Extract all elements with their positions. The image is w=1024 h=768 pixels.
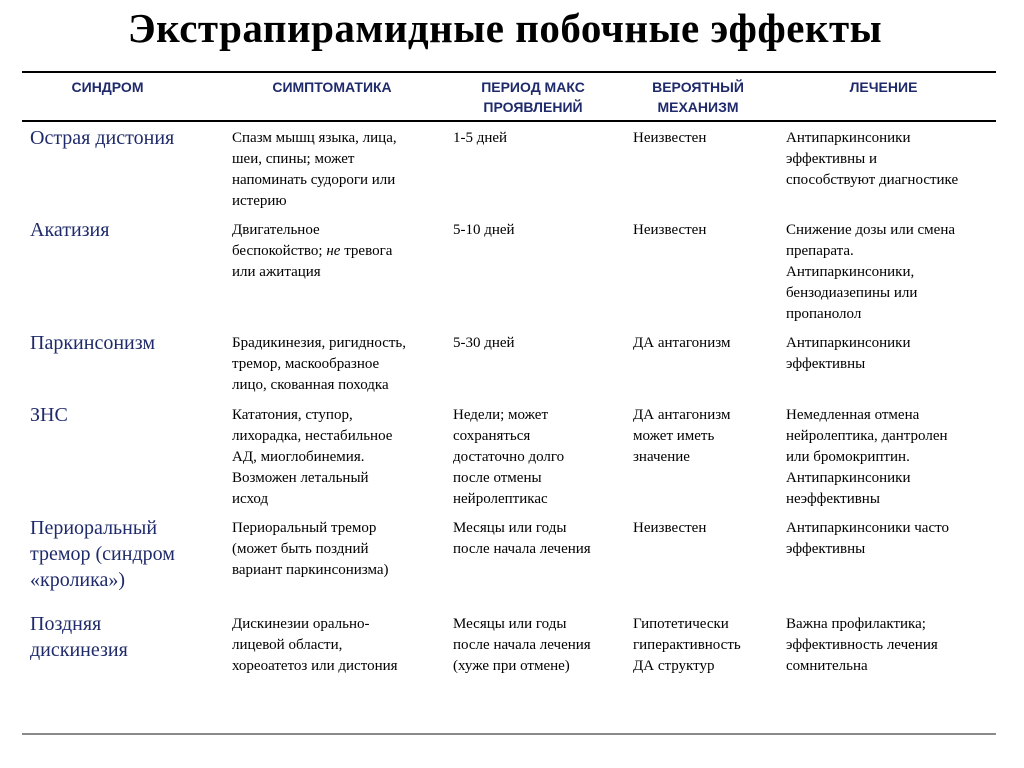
- table-header-rule: [22, 120, 996, 122]
- syndrome-cell: Поздняя дискинезия: [30, 613, 128, 661]
- page-title: Экстрапирамидные побочные эффекты: [127, 5, 883, 51]
- symptoms-text-part: Двигательное беспокойство;: [232, 222, 323, 259]
- mechanism-cell: Неизвестен: [633, 130, 707, 146]
- header-symptoms: СИМПТОМАТИКА: [272, 79, 392, 95]
- period-cell: Недели; может сохраняться достаточно долго после отмены нейролептикас: [453, 407, 565, 507]
- mechanism-cell: ДА антагонизм может иметь значение: [633, 407, 731, 465]
- syndrome-cell: Паркинсонизм: [30, 332, 155, 354]
- treatment-cell: Важна профилактика; эффективность лечения сомнительна: [786, 616, 938, 674]
- header-treatment: ЛЕЧЕНИЕ: [849, 79, 918, 95]
- syndrome-cell: ЗНС: [30, 404, 68, 426]
- syndrome-cell: Острая дистония: [30, 127, 175, 149]
- treatment-cell: Антипаркинсоники эффективны: [786, 335, 911, 372]
- symptoms-text-part: тревога или ажитация: [232, 243, 393, 280]
- period-cell: 1-5 дней: [453, 130, 508, 146]
- syndrome-cell: Акатизия: [30, 219, 110, 241]
- mechanism-cell: Неизвестен: [633, 222, 707, 238]
- period-cell: Месяцы или годы после начала лечения (хуже при отмене): [453, 616, 591, 674]
- symptoms-cell: Периоральный тремор (может быть поздний вариант паркинсонизма): [232, 520, 389, 578]
- symptoms-emphasis: не: [326, 243, 341, 259]
- mechanism-cell: Гипотетически гиперактивность ДА структур: [633, 616, 741, 674]
- symptoms-cell: Дискинезии орально- лицевой области, хореоатетоз или дистония: [232, 616, 398, 674]
- period-cell: Месяцы или годы после начала лечения: [453, 520, 591, 557]
- header-mechanism: ВЕРОЯТНЫЙ МЕХАНИЗМ: [652, 79, 744, 115]
- treatment-cell: Немедленная отмена нейролептика, дантролен или бромокриптин. Антипаркинсоники неэффективны: [786, 407, 948, 507]
- treatment-cell: Антипаркинсоники эффективны и способствуют диагностике: [786, 130, 959, 188]
- symptoms-cell: Брадикинезия, ригидность, тремор, маскообразное лицо, скованная походка: [232, 335, 407, 393]
- mechanism-cell: Неизвестен: [633, 520, 707, 536]
- symptoms-cell: Кататония, ступор, лихорадка, нестабильное АД, миоглобинемия. Возможен летальный исход: [232, 407, 393, 507]
- period-cell: 5-30 дней: [453, 335, 515, 351]
- mechanism-cell: ДА антагонизм: [633, 335, 731, 351]
- treatment-cell: Антипаркинсоники часто эффективны: [786, 520, 949, 557]
- header-period: ПЕРИОД МАКС ПРОЯВЛЕНИЙ: [481, 79, 585, 115]
- table-bottom-rule: [22, 733, 996, 735]
- period-cell: 5-10 дней: [453, 222, 515, 238]
- header-syndrome: СИНДРОМ: [71, 79, 144, 95]
- syndrome-cell: Периоральный тремор (синдром «кролика»): [30, 517, 175, 591]
- symptoms-cell: Спазм мышц языка, лица, шеи, спины; может напоминать судороги или истерию: [232, 130, 397, 209]
- treatment-cell: Снижение дозы или смена препарата. Антипаркинсоники, бензодиазепины или пропанолол: [786, 222, 956, 322]
- table-top-rule: [22, 71, 996, 73]
- symptoms-cell: [232, 220, 432, 283]
